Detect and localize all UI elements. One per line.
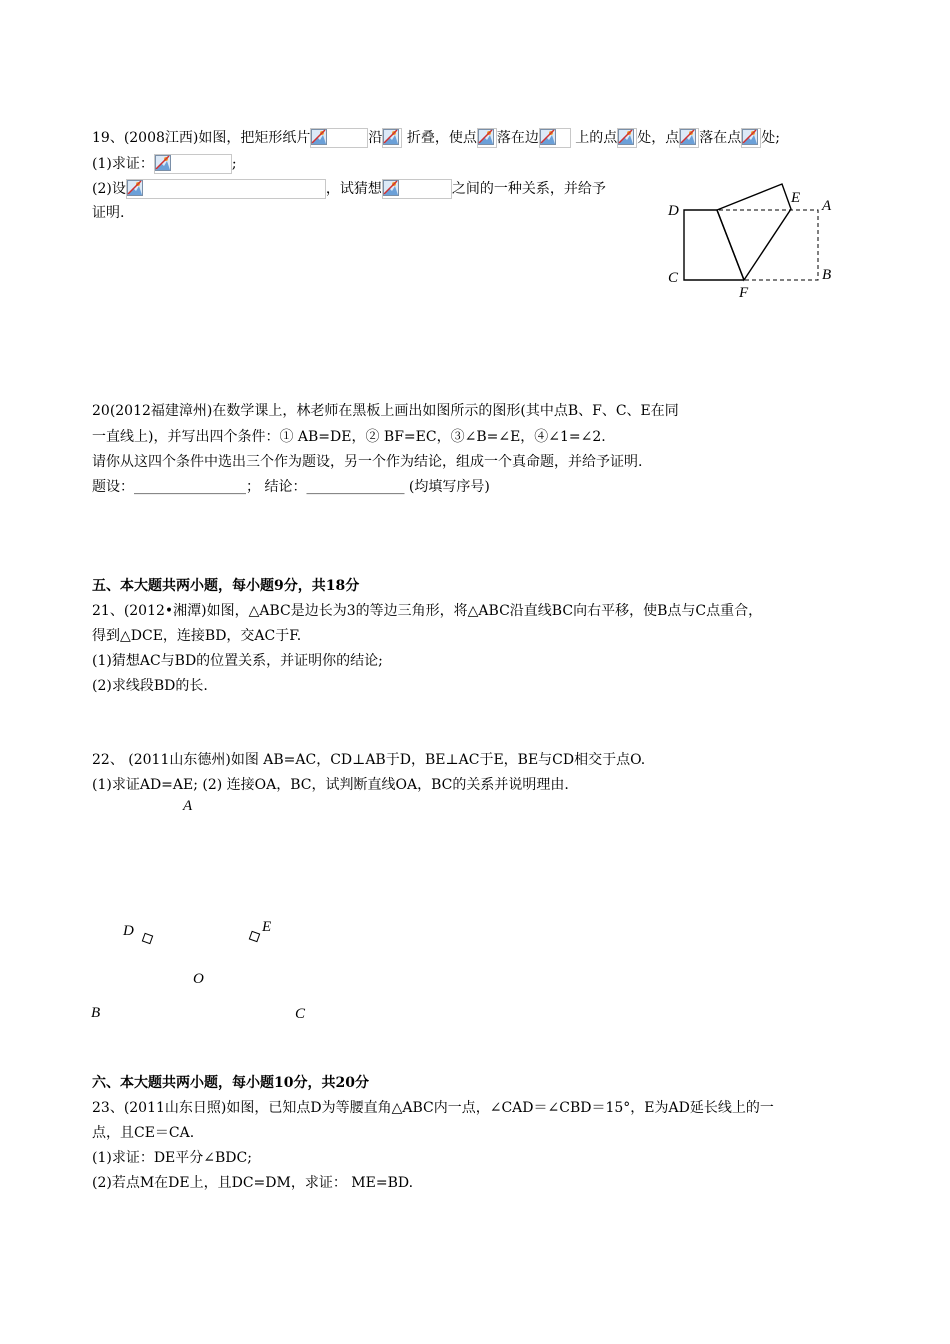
section-6-title: 六、本大题共两小题，每小题10分，共20分 xyxy=(92,1075,369,1091)
label-C: C xyxy=(295,1006,306,1022)
broken-image-icon xyxy=(383,129,399,145)
broken-image-icon xyxy=(742,129,758,145)
paper-outline xyxy=(684,210,744,280)
q19-line2: (1)求证： ; xyxy=(92,156,237,172)
right-angle-marker xyxy=(249,931,261,943)
q20-line1: 20(2012福建漳州)在数学课上，林老师在黑板上画出如图所示的图形(其中点B、F、C、E在同 xyxy=(92,403,679,419)
label-B: B xyxy=(822,267,832,283)
label-O: O xyxy=(193,971,204,987)
q21-line2: 得到△DCE，连接BD，交AC于F. xyxy=(92,628,302,644)
q22-line1: 22、 (2011山东德州)如图 AB=AC，CD⊥AB于D，BE⊥AC于E，BE与CD相交于点O. xyxy=(92,752,646,768)
broken-image-icon xyxy=(383,180,399,196)
q19-line4: 证明. xyxy=(92,205,125,221)
broken-image-icon xyxy=(540,129,556,145)
q21-line3: (1)猜想AC与BD的位置关系，并证明你的结论; xyxy=(92,653,383,669)
image-placeholder xyxy=(477,128,497,148)
label-E: E xyxy=(262,919,272,935)
q19-line3: (2)设 ，试猜想 之间的一种关系，并给予 xyxy=(92,181,606,197)
q23-line3: (1)求证：DE平分∠BDC; xyxy=(92,1150,252,1166)
fold-rectangle-figure xyxy=(660,178,840,306)
broken-image-icon xyxy=(311,129,327,145)
q23-line1: 23、(2011山东日照)如图，已知点D为等腰直角△ABC内一点，∠CAD＝∠CBD＝15°，E为AD延长线上的一 xyxy=(92,1100,774,1116)
broken-image-icon xyxy=(155,155,171,171)
image-placeholder xyxy=(382,128,402,148)
label-A: A xyxy=(822,198,832,214)
image-placeholder xyxy=(126,179,326,199)
image-placeholder xyxy=(310,128,368,148)
image-placeholder xyxy=(154,154,232,174)
q21-line1: 21、(2012•湘潭)如图，△ABC是边长为3的等边三角形，将△ABC沿直线BC向右平移，使B点与C点重合， xyxy=(92,603,763,619)
q19-line1: 19、(2008江西)如图，把矩形纸片 沿 折叠，使点 落在边 上的点 处，点 落在点 处; xyxy=(92,130,780,146)
label-D: D xyxy=(668,203,679,219)
label-E: E xyxy=(791,190,801,206)
q20-line2: 一直线上)，并写出四个条件：① AB=DE，② BF=EC，③∠B=∠E，④∠1=∠2. xyxy=(92,429,606,445)
label-D: D xyxy=(123,923,134,939)
image-placeholder xyxy=(539,128,571,148)
label-B: B xyxy=(91,1005,101,1021)
fold-line xyxy=(717,210,744,280)
label-C: C xyxy=(668,270,679,286)
label-F: F xyxy=(739,285,749,301)
q21-line4: (2)求线段BD的长. xyxy=(92,678,208,694)
q23-line4: (2)若点M在DE上，且DC=DM，求证： ME=BD. xyxy=(92,1175,414,1191)
right-angle-marker xyxy=(142,933,154,945)
q23-line2: 点，且CE＝CA. xyxy=(92,1125,195,1141)
q20-line3: 请你从这四个条件中选出三个作为题设，另一个作为结论，组成一个真命题，并给予证明. xyxy=(92,454,643,470)
q20-line4: 题设：________________； 结论：______________ (均填写序号) xyxy=(92,479,490,495)
broken-image-icon xyxy=(127,180,143,196)
image-placeholder xyxy=(617,128,637,148)
image-placeholder xyxy=(741,128,761,148)
broken-image-icon xyxy=(680,129,696,145)
broken-image-icon xyxy=(478,129,494,145)
folded-part xyxy=(717,184,791,280)
image-placeholder xyxy=(382,179,452,199)
section-5-title: 五、本大题共两小题，每小题9分，共18分 xyxy=(92,578,360,594)
q22-line2: (1)求证AD=AE; (2) 连接OA，BC，试判断直线OA，BC的关系并说明理由. xyxy=(92,777,569,793)
label-A: A xyxy=(183,798,193,814)
image-placeholder xyxy=(679,128,699,148)
broken-image-icon xyxy=(618,129,634,145)
